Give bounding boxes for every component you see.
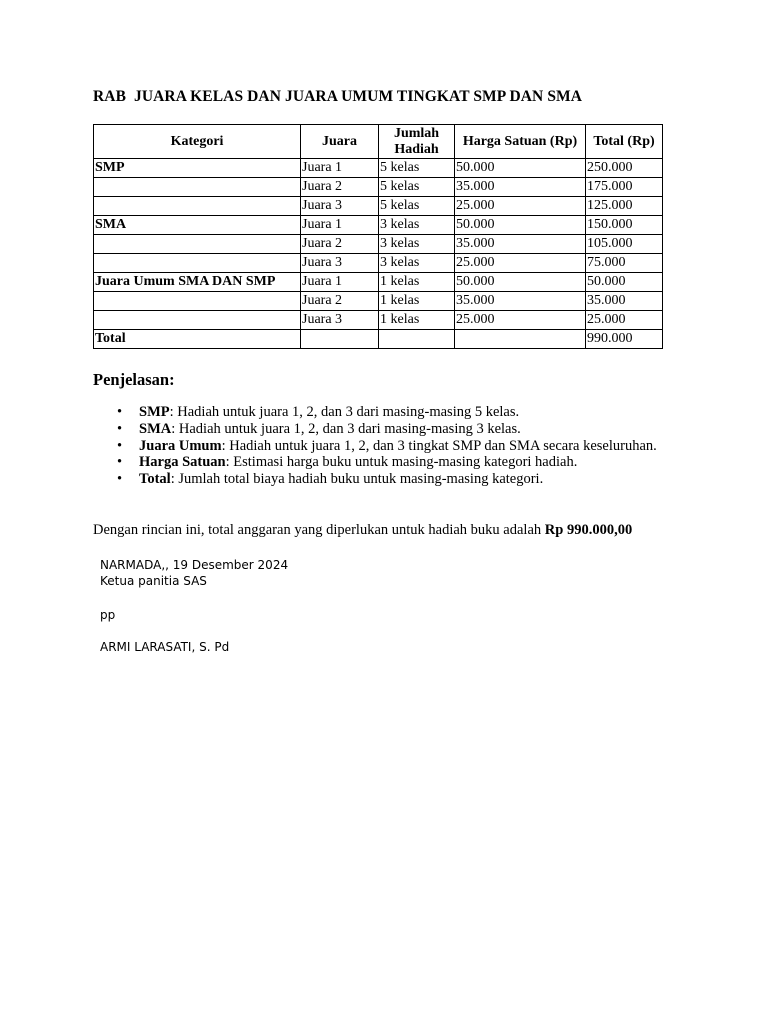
cell-jumlah: 3 kelas	[379, 216, 455, 235]
rab-table	[93, 124, 663, 349]
cell-kategori	[94, 254, 301, 273]
cell-total: 50.000	[586, 273, 663, 292]
cell-kategori	[94, 197, 301, 216]
cell-kategori	[94, 311, 301, 330]
cell-juara: Juara 3	[301, 197, 379, 216]
cell-kategori	[94, 292, 301, 311]
cell-total: 125.000	[586, 197, 663, 216]
cell-juara: Juara 1	[301, 273, 379, 292]
cell-jumlah: 5 kelas	[379, 159, 455, 178]
cell-total: 75.000	[586, 254, 663, 273]
header-jumlah-line2: Hadiah	[394, 141, 439, 157]
cell-jumlah: 3 kelas	[379, 235, 455, 254]
table-row	[94, 235, 663, 254]
cell-jumlah: 5 kelas	[379, 197, 455, 216]
note-text: : Hadiah untuk juara 1, 2, dan 3 tingkat SMP dan SMA secara keseluruhan.	[221, 437, 657, 454]
document-title: RAB JUARA KELAS DAN JUARA UMUM TINGKAT SMP DAN SMA	[93, 88, 583, 105]
note-term: Juara Umum	[139, 437, 222, 454]
signature-name: ARMI LARASATI, S. Pd	[100, 640, 230, 654]
signature-role: Ketua panitia SAS	[100, 574, 207, 588]
cell-total: 175.000	[586, 178, 663, 197]
cell-total: 25.000	[586, 311, 663, 330]
list-item	[139, 404, 679, 421]
table-total-row	[94, 330, 663, 349]
cell-jumlah: 1 kelas	[379, 273, 455, 292]
table-row	[94, 178, 663, 197]
note-text: : Jumlah total biaya hadiah buku untuk masing-masing kategori.	[170, 471, 544, 488]
note-text: : Hadiah untuk juara 1, 2, dan 3 dari masing-masing 5 kelas.	[169, 404, 520, 420]
cell-jumlah: 1 kelas	[379, 311, 455, 330]
table-row	[94, 216, 663, 235]
signature-place-date: NARMADA,, 19 Desember 2024	[100, 558, 289, 572]
note-term: SMP	[139, 404, 170, 420]
header-kategori: Kategori	[94, 125, 301, 159]
cell-kategori	[94, 178, 301, 197]
note-term: Harga Satuan	[139, 454, 226, 471]
header-total: Total (Rp)	[586, 125, 663, 159]
cell-harga: 50.000	[455, 273, 586, 292]
list-item	[139, 438, 679, 455]
cell-juara: Juara 3	[301, 254, 379, 273]
cell-total: 105.000	[586, 235, 663, 254]
summary-text: Dengan rincian ini, total anggaran yang diperlukan untuk hadiah buku adalah	[93, 522, 545, 538]
cell-juara: Juara 3	[301, 311, 379, 330]
cell-total: 150.000	[586, 216, 663, 235]
table-header-row	[94, 125, 663, 159]
cell-jumlah: 1 kelas	[379, 292, 455, 311]
penjelasan-heading: Penjelasan:	[93, 370, 175, 389]
cell-juara: Juara 2	[301, 235, 379, 254]
total-label: Total	[94, 330, 301, 349]
cell-harga: 35.000	[455, 178, 586, 197]
cell-juara: Juara 2	[301, 178, 379, 197]
cell-harga: 50.000	[455, 216, 586, 235]
cell-juara: Juara 1	[301, 159, 379, 178]
cell-harga: 25.000	[455, 311, 586, 330]
list-item	[139, 454, 679, 471]
cell-jumlah: 5 kelas	[379, 178, 455, 197]
note-term: Total	[139, 471, 171, 488]
header-jumlah-hadiah	[379, 125, 455, 159]
cell-total: 250.000	[586, 159, 663, 178]
penjelasan-list	[93, 404, 679, 488]
cell-harga: 25.000	[455, 254, 586, 273]
table-row	[94, 254, 663, 273]
table-row	[94, 311, 663, 330]
header-harga-satuan: Harga Satuan (Rp)	[455, 125, 586, 159]
note-text: : Estimasi harga buku untuk masing-masing kategori hadiah.	[225, 454, 578, 471]
cell-empty	[455, 330, 586, 349]
note-term: SMA	[139, 420, 172, 437]
cell-kategori: SMA	[94, 216, 301, 235]
cell-empty	[379, 330, 455, 349]
cell-jumlah: 3 kelas	[379, 254, 455, 273]
cell-kategori: SMP	[94, 159, 301, 178]
table-row	[94, 273, 663, 292]
summary-amount: Rp 990.000,00	[544, 522, 633, 538]
table-row	[94, 159, 663, 178]
table-row	[94, 292, 663, 311]
note-text: : Hadiah untuk juara 1, 2, dan 3 dari masing-masing 3 kelas.	[171, 420, 521, 437]
cell-empty	[301, 330, 379, 349]
cell-kategori	[94, 235, 301, 254]
list-item	[139, 421, 679, 438]
header-juara: Juara	[301, 125, 379, 159]
list-item	[139, 471, 679, 488]
total-value: 990.000	[586, 330, 663, 349]
cell-total: 35.000	[586, 292, 663, 311]
cell-harga: 35.000	[455, 235, 586, 254]
table-row	[94, 197, 663, 216]
cell-harga: 50.000	[455, 159, 586, 178]
cell-juara: Juara 2	[301, 292, 379, 311]
cell-harga: 25.000	[455, 197, 586, 216]
cell-juara: Juara 1	[301, 216, 379, 235]
header-jumlah-line1: Jumlah	[393, 125, 440, 141]
summary-paragraph	[93, 522, 632, 539]
signature-pp: pp	[100, 608, 116, 622]
cell-harga: 35.000	[455, 292, 586, 311]
cell-kategori: Juara Umum SMA DAN SMP	[94, 273, 301, 292]
